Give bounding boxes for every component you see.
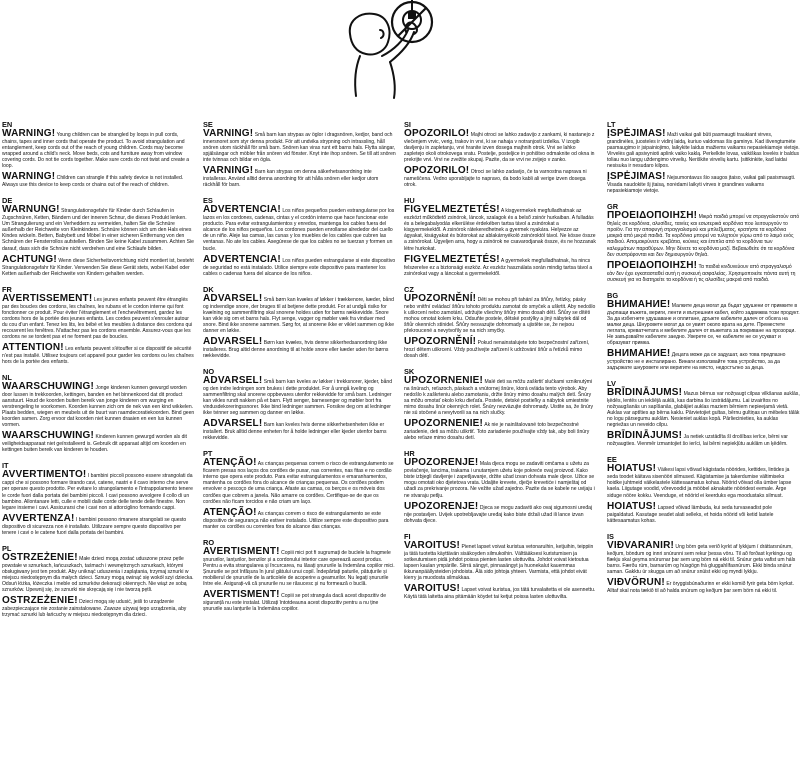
warning-paragraph [607,388,800,428]
warning-text: Lapset voivat kuristua, jos tätä turvalaitetta ei ole asennettu. Käytä tätä laitetta aina pitämään köydet tai ketjut poissa lasten ulottuvilta. [404,586,596,600]
warning-keyword: WARNING! [2,128,56,139]
warning-paragraph [203,255,396,277]
warning-text: Małe dzieci mogą zostać uduszone przez pętle powstałe w sznurkach, łańcuszkach, taśmach i wewnętrznych sznurkach, którymi obsługiwany jest ten produkt. Aby uniknąć uduszenia i zaplątania, trzymaj sznurki w miejscu niedostępnym dla małych dzieci. Sznury mogą owinąć się wokół szyi dziecka. Odsuń łóżka, łóżeczka i meble od sznurków dekoracji okiennych. Nie wiąż ze sobą sznurków. Upewnij się, że sznurki nie skręcają się i nie tworzą pętli. [2,555,194,593]
warning-paragraph [607,300,800,346]
warning-keyword: UPOZORNĚNÍ! [404,292,477,304]
warning-text: Djeca se mogu zadaviti ako ovaj sigurnosni uređaj nije postavljen. Uvijek upotrebljavajte uređaj kako biste držali užad ili lance izvan dohvata djece. [404,504,593,524]
warning-paragraph [203,337,396,359]
language-code: HU [404,196,415,206]
warning-text: Er öryggisbúnaðurinn er ekki komið fyrir geta börn kyrkst. Alltaf skal nota tækið til að halda snúrum og keðjum þar sem börn ná ekki til. [607,580,794,594]
language-section-lv [607,380,800,447]
warning-paragraph [203,547,396,587]
language-section-cz [404,286,597,359]
warning-text: Young children can be strangled by loops in pull cords, chains, tapes and inner cords that operate the product. To avoid strangulation and entanglement, keep cords out of the reach of young children. Cords may become wrapped around a child's neck. Move beds, cots and furniture away from window covering cords. Do not tie cords together. Make sure cords do not twist and create a loop. [2,132,190,170]
warning-paragraph [404,294,597,334]
warning-text: Mala djeca mogu se zadaviti omčama u užetu za povlačenje, lancima, trakama i unutarnjem užetu koje pokreće ovaj proizvod. Kako biste izbjegli davljenje i zapetljavanje, držite užad izvan dohvata male djece. Užice se mogu omotati oko djetetova vrata. Udaljite krevete, dječje krevetiće i namještaj od užadi za prekrivanje prozora. Ne vežite užad zajedno. Pazite da se kabele ne uvijaju i ne stvaraju petlju. [404,461,595,499]
language-section-bg [607,292,800,371]
warning-text: Ak nie je nainštalované toto bezpečnostné zariadenie, deti sa môžu uškrtiť. Toto zariadenie používajte vždy tak, aby boli šnúry alebo reťaze mimo dosahu detí. [404,422,590,442]
warning-column-4 [607,121,800,757]
language-section-dk [203,286,396,359]
warning-paragraph [203,376,396,416]
warning-paragraph [2,470,195,510]
warning-keyword: WAARSCHUWING! [2,430,95,442]
warning-keyword: HOIATUS! [607,463,657,475]
warning-text: Μικρά παιδιά μπορεί να στραγγαλιστούν από θηλιές σε κορδόνια, αλυσίδες, ταινίες και εσωτερικά κορδόνια που λειτουργούν το προϊόν. Για την αποφυγή στραγγαλισμού και μπλεξίματος, κρατήστε τα κορδόνια μακριά από μικρά παιδιά. Τα κορδόνια μπορεί να τυλιχτούν γύρω από το λαιμό ενός παιδιού. Απομακρύνετε κρεβάτια, κούνιες και έπιπλα από τα κορδόνια των καλυμμάτων παραθύρων. Μην δένετε τα κορδόνια μαζί. Βεβαιωθείτε ότι τα κορδόνια δεν συστρέφονται και δεν δημιουργούν θηλιά. [607,214,800,258]
warning-keyword: VARNING! [203,128,254,139]
language-code: IS [607,531,614,541]
warning-paragraph [2,382,195,428]
warning-paragraph [607,172,800,194]
warning-text: As crianças correm o risco de estrangulamento se este dispositivo de segurança não estiver instalado. Utilize sempre este dispositivo para manter os cordões ou correntes fora do alcance das crianças. [203,510,389,530]
language-section-lt [607,121,800,194]
warning-paragraph [2,553,195,593]
warning-paragraph [203,294,396,334]
warning-paragraph [203,458,396,504]
warning-text: Децата може да се задушат, ако това предпазно устройство не е инсталирано. Винаги използвайте това устройство, за да задържате шнуровете или веригите на място, недостъпно за деца. [607,351,786,372]
language-code: GR [607,202,619,212]
warning-keyword: VIÐVARANIR! [607,539,675,551]
warning-keyword: ATTENTION! [2,341,64,353]
warning-keyword: AVERTISMENT! [203,545,280,557]
language-code: NO [203,366,215,376]
language-section-ro [203,539,396,612]
warning-keyword: AVVERTIMENTO! [2,469,87,481]
warning-keyword: WARNUNG! [2,204,60,216]
language-section-de [2,197,195,276]
warning-text: I bambini possono rimanere strangolati se questo dispositivo di sicurezza non è installato. Utilizzare sempre questo dispositivo per tenere i cavi o le catene fuori dalla portata dei bambini. [2,516,187,536]
warning-keyword: ADVARSEL! [203,292,263,304]
warning-keyword: VARNING! [203,165,254,177]
warning-keyword: AVVERTENZA! [2,512,75,524]
warning-text: Maži vaikai gali būti pasmaugti traukiant virves, grandinėles, juosteles ir vidinį laidą, kuriuo valdomas šis gaminys. Kad išvengtumėte pasmaugimo ir įsipainiojimo, laikykite laidus mažiems vaikams nepasiekiamoje vietoje. Virvelės gali apsivynioti aplink vaiko kaklą. Perkelkite lovas, vaikiškas lovelės ir baldus toliau nuo langų uždengimo virvelių. Neriškite virvelių kartu. Įsitikinkite, kad laidai nesisuka ir nesudaro kilpos. [607,132,800,170]
warning-keyword: AVERTISSEMENT! [2,292,93,304]
language-section-ee [607,456,800,523]
language-code: NL [2,373,12,383]
warning-text: Ung börn geta verið kyrkt af lykkjum í dráttarsnúrum, keðjum, böndum og innri snúrunni sem rekur þessa vöru. Til að forðast kyrkingu og flækju skal geyma snúrurnar þar sem ung börn ná ekki til. Snúrur geta vafist um háls barns. Færðu rúm, barnarúm og húsgögn frá gluggahlífasnúrum. Ekki binda snúrur saman. Gakktu úr skugga um að snúrur snúist ekki og myndi lykkju. [607,543,796,575]
warning-text: Les enfants peuvent s'étouffer si ce dispositif de sécurité n'est pas installé. Utilisez toujours cet appareil pour garder les cordons ou les chaînes hors de la portée des enfants. [2,345,194,365]
warning-keyword: HOIATUS! [607,500,657,512]
language-code: IT [2,461,9,471]
language-code: CZ [404,284,414,294]
warning-keyword: FIGYELMEZTETÉS! [404,253,500,265]
warning-text: Lapsed võivad lämbuda, kui seda turvaseadist pole paigaldatud. Kasutage seadet alati selleks, et hoida nöörid või ketid lastele kättesaamatus kohas. [607,504,774,524]
language-code: HR [404,449,415,459]
warning-text: Majhi otroci se lahko zadavijo z zankami, ki nastanejo z vlečenjem vrvic, verig, trakov in vrvi, ki se nahaja v notranjosti izdelka. V izogib davljenju in zapletanju, vrvi hranite izven dosega majhnih otrok. Vrvi se lahko zapletejo okoli otrokovega vratu. Postelje, posteljice in pohištvo odmaknite od okna in prekrijte vrvi. Vrvi ne zvežite skupaj. Pazite, da se vrvi ne zvijejo v zanko. [404,132,595,164]
language-section-fi [404,533,597,600]
language-code: EE [607,455,617,465]
warning-keyword: UPOZORENJE! [404,457,479,469]
language-code: DE [2,196,13,206]
warning-paragraph [2,596,195,618]
warning-paragraph [2,172,195,188]
warning-paragraph [404,458,597,498]
warning-keyword: ATENÇÃO! [203,506,257,518]
language-code: SK [404,366,415,376]
warning-column-3 [404,121,597,757]
warning-text: Les jeunes enfants peuvent être étranglés par des boucles des cordons, les chaînes, les rubans et le cordon interne qui font fonctionner ce produit. Pour éviter l'étranglement et l'enchevêtrement, gardez les cordons hors de la portée des jeunes enfants. Les cordes peuvent s'enrouler autour du cou d'un enfant. Tenez les lits, les bébé et les meubles à distance des cordons qui recouvrent les fenêtres. N'attachez pas les cordons ensemble. Assurez-vous que les cordons ne se tordent pas et ne forment pas de boucles. [2,296,193,340]
warning-text: Los niños pequeños pueden estrangularse por los lazos en los cordones, cadenas, cintas y el cordón interno que hace funcionar este producto. Para evitar estrangulamientos y enredos, mantenga los cables fuera del alcance de los niños pequeños. Los cordones pueden enrollarse alrededor del cuello de un niño. Aleje las camas, las cunas y los muebles de los cables que cubren las ventanas. No ate los cables. Asegúrese de que los cables no se tuerzan y formen un bucle. [203,208,395,252]
warning-paragraph [607,261,800,283]
warning-text: Jonge kinderen kunnen gewurgd worden door lussen in trekkoorden, kettingen, banden en het binnenkoord dat dit product aanstuurt. Houd de koorden buiten bereik van jonge kinderen om wurging en verstrengeling te voorkomen. Koorden kunnen zich om de nek van een kind wikkelen. Plaats bedden, wiegen en meubels uit de buurt van raamdecoratiekoorden. Bind geen koorden samen. Zorg ervoor dat koorden niet kunnen draaien en een lus kunnen vormen. [2,385,195,429]
warning-paragraph [404,376,597,416]
warning-paragraph [2,514,195,536]
warning-keyword: UPOZORENJE! [404,500,479,512]
warning-text: Små børn kan kvæles af løkker i trækkenore, kæder, bånd og indvendige snore, der bruges til at betjene dette produkt. For at undgå risiko for kvælning og sammenfiltring skal snorene holdes uden for børns rækkevidde. Snore kan vikle sig om et barns hals. Flyt senge, vugger og møbler væk fra vinduer med snore. Bind ikke snorene sammen. Sørg for, at snorene ikke er viklet sammen og ikke danner en løkke. [203,296,395,334]
warning-paragraph [404,255,597,277]
language-section-fr [2,286,195,365]
warning-paragraph [607,349,800,371]
warning-text: Ja netiek uzstādīta šī drošības ierīce, bērni var nožņaugties. Vienmēr izmantojiet šo ierīci, lai bērni nepiekļūtu auklām un ķēdēm. [607,434,788,448]
warning-text: Otroci se lahko zadavijo, če ta varnostna naprava ni nameščena. Vedno uporabljajte to napravo, da bodo kabli ali verige izven dosega otrok. [404,169,587,189]
warning-keyword: VAROITUS! [404,582,461,594]
language-code: BG [607,290,619,300]
warning-paragraph [404,419,597,441]
warning-keyword: ΠΡΟΕΙΔΟΠΟΙΗΣΗ! [607,259,698,271]
warning-keyword: ВНИМАНИЕ! [607,298,671,310]
warning-paragraph [607,502,800,524]
language-code: EN [2,121,13,129]
language-code: RO [203,537,215,547]
warning-text: Wenn diese Sicherheitsvorrichtung nicht montiert ist, besteht Strangulationsgefahr für Kinder. Verwenden Sie diese Gerät stets, wobei Kabel oder Ketten außerhalb der Reichweite von Kindern gehalten werden. [2,257,194,277]
language-section-it [2,462,195,535]
language-code: SE [203,121,213,129]
warning-paragraph [404,541,597,581]
warning-paragraph [404,337,597,359]
warning-keyword: OPOZORILO! [404,128,470,139]
warning-paragraph [203,419,396,441]
warning-paragraph [607,464,800,498]
warning-paragraph [2,255,195,277]
warning-keyword: ĮSPĖJIMAS! [607,171,666,183]
language-section-gr [607,203,800,282]
warning-keyword: ĮSPĖJIMAS! [607,128,666,139]
language-code: PT [203,449,213,459]
warning-paragraph [607,541,800,575]
language-section-sk [404,368,597,441]
warning-keyword: UPOZORNĚNÍ! [404,335,477,347]
warning-text: Børn kan kvæles, hvis denne sikkerhedsanordning ikke installeres. Brug altid denne anordning til at holde snore eller kæder uden for børns rækkevidde. [203,339,389,359]
language-code: LV [607,379,616,389]
warning-keyword: ADVERTENCIA! [203,253,281,265]
warning-keyword: OSTRZEŻENIE! [2,551,78,563]
warning-column-1 [2,121,195,757]
warning-paragraph [607,578,800,594]
warning-text: Pokud nenainstalujete toto bezpečnostní zařízení, hrozí dětem uškrcení. Vždy používejte zařízení k udržování šňůr a řetízků mimo dosah dětí. [404,339,590,359]
language-code: ES [203,196,213,206]
warning-keyword: AVERTISMENT! [203,588,280,600]
language-section-pl [2,545,195,618]
language-section-hr [404,450,597,523]
warning-paragraph [404,166,597,188]
warning-paragraph [2,343,195,365]
warning-paragraph [404,129,597,163]
warning-keyword: ВНИМАНИЕ! [607,347,671,359]
warning-text: Copiii se pot strangula dacă acest dispozitiv de siguranță nu este instalat. Utilizați întotdeauna acest dispozitiv pentru a nu ține șnururile sau lanțurile la îndemâna copiilor. [203,592,386,612]
language-section-se [203,121,396,188]
warning-paragraph [404,584,597,600]
warning-text: Pienet lapset voivat kuristua vetonaruihin, ketjuihin, teippiin ja tätä tuotetta käyttävän sisäkoyden silmukoihin. Välttääksesi kuristumisen ja sotkeutumisen pidä johdot poissa pienten lasten ulottuvilta. Johdot voivat kietoutua lapsen kaulan ympärille. Siirrä sängyt, pinnasängyt ja huonekalut kauemmas ikkunanpäällysteiden johdoista. Älä sido johtoja yhteen. Varmista, että johdot eivät kierry ja muodosta silmukkaa. [404,543,594,581]
warning-text: Strangulationsgefahr für Kinder durch Schlaufen in Zugschnüren, Ketten, Bändern und der inneren Schnur, die dieses Produkt lenken. Um Strangulierung und ein Verheddern zu vermeiden, halten Sie die Schnüre außerhalb der Reichweite von Kleinkindern. Schnüre können sich um den Hals eines Kindes wickeln. Betten, Babybett und Möbel in einer sicheren Entfernung von den Schnüren der Fensterrollos aufstellen. Binden Sie keine Kabel zusammen. Achten Sie darauf, dass sich die Schnüre nicht verdrehen und eine Schlaufe bilden. [2,208,194,252]
warning-text: Děti se mohou při tahání za šňůry, řetízky, pásky nebo vnitřní ovládací šňůru tohoto produktu zamotat do smyček a uškrtit. Aby nedošlo k uškrcení nebo zamotání, udržujte všechny šňůry mimo dosah dětí. Šňůry se dítěti mohou omotat kolem krku. Odsuňte postele, dětské postýlky a jiný nábytek dál od šňůr okenních stínidel. Šňůry nesvazujte dohromady a ujistěte se, že nejsou překroucené a nevytvořily se na nich smyčky. [404,296,596,334]
language-section-nl [2,374,195,453]
warning-keyword: OPOZORILO! [404,165,470,177]
warning-text: Copiii mici pot fi sugrumați de buclele la fragmele șnururilor, lanțurilor, benzilor și a cordonului interior care operează acest produs. Pentru a evita strangularea și încurcarea, nu lăsați șnururile la îndemâna copiilor mici. Șnururile se pot înfășura în jurul gâtului unui copil. Îndepărtați paturile, pătuțurile și mobilierul de șnururile de la articolele de acoperire a geamurilor. Nu legați șnururile între ele. Asigurați-vă că șnururile nu se răsucesc și nu formează o buclă. [203,549,395,587]
warning-paragraph [607,129,800,169]
warning-keyword: ATENÇÃO! [203,457,257,469]
warning-keyword: ΠΡΟΕΙΔΟΠΟΙΗΣΗ! [607,210,698,222]
warning-keyword: BRĪDINĀJUMS! [607,430,683,442]
warning-keyword: ADVARSEL! [203,335,263,347]
warning-text: Малките деца могат да бъдат удушени от примките в дърпащи въжета, вериги, ленти и вътрешния кабел, който задвижва този продукт. За да избегнете удушаване и оплитане, дръжте кабелите далеч от обсега на малки деца. Шнуровете могат да се увият около врата на дете. Преместете леглата, креватчетата и мебелите далеч от въжетата за покриване на прозорци. Не завързвайте кабелите заедно. Уверете се, че кабелите не се усукват и образуват примка. [607,302,800,346]
warning-paragraph [2,431,195,453]
warning-text: Små barn kan strypas av öglor i dragsnören, kedjor, band och innersnoret som styr denna produkt. För att undvika strypning och intrassling, håll snören utom räckhåll för små barn. Snören kan viras runt ett barns hals. Flytta sängar, spjälsängar och möbler från snören vid fönster. Knyt inte ihop snören. Se till att snören inte tvinnas och bildar en ögla. [203,132,396,164]
warning-text: Barn kan kveles hvis denne sikkerhetsenheten ikke er installert. Bruk alltid denne enheten for å holde ledninger eller kjeder utenfor barns rekkevidde. [203,422,387,442]
warning-paragraph [203,205,396,251]
warning-text: Små barn kan kveles av løkker i trekksnorer, kjeder, bånd og den indre ledningen som brukes i dette produktet. For å unngå kveling og sammenfiltring skal snorene oppbevares utenfor rekkevidde for små barn. Ledninger kan vikles rundt nakken på et barn. Flytt senger, barnesenger og møbler bort fra vindusdekoreringssnorer. Ikke bind ledninger sammen. Forsikre deg om at ledninger ikke tvinner seg sammen og danner en løkke. [203,378,393,417]
warning-keyword: VIÐVÖRUN! [607,576,665,588]
warning-paragraph [203,508,396,530]
warning-paragraph [203,590,396,612]
warning-text: A gyermekek megfulladhatnak, ha nincs felszerelve ez a biztonsági eszköz. Az eszköz használata során mindig tartsa távol a zsinórokat vagy a láncokat a gyermekektől. [404,257,593,277]
warning-paragraph [203,129,396,163]
warning-text: Dzieci mogą się udusić, jeśli to urządzenie zabezpieczające nie zostanie zainstalowane. Zawsze używaj tego urządzenia, aby trzymać sznurki lub łańcuchy w miejscu niedostępnym dla dzieci. [2,598,187,619]
warning-text: Neįsumontavus šio saugos įtaiso, vaikai gali pasismaugti. Visada naudokite šį įtaisą, norėdami laikyti virves ir grandines vaikams nepasiekiamoje vietoje. [607,175,796,195]
warning-paragraph [2,129,195,169]
warning-keyword: ADVARSEL! [203,418,263,430]
language-section-pt [203,450,396,529]
language-section-no [203,368,396,441]
language-section-en [2,121,195,188]
warning-keyword: OSTRZEŻENIE! [2,594,78,606]
warning-paragraph [2,294,195,340]
language-section-si [404,121,597,188]
language-section-es [203,197,396,276]
warning-text: Los niños pueden estrangularse si este dispositivo de seguridad no está instalado. Utilice siempre este dispositivo para mantener los cables o cadenas fuera del alcance de los niños. [203,257,396,277]
language-code: LT [607,121,616,129]
warning-text: As crianças pequenas correm o risco de estrangulamento se ficarem presas nos laços dos cordões de puxar, nas correntes, nas fitas e no cordão interno que opera este produto. Para evitar estrangulamentos e emaranhamentos, mantenha os cordões fora do alcance de crianças pequenas. Os cordões podem envolver o pescoço de uma criança. Afaste as camas, os berços e os móveis dos cordões que cobrem a janela. Não amarre os cordões. Certifique-se de que os cordões não ficam torcidos e não criam um laço. [203,461,394,505]
warning-text: Children can strangle if this safety device is not installed. Always use this device to keep cords or chains out of the reach of children. [2,175,184,189]
warning-keyword: BRĪDINĀJUMS! [607,387,683,399]
warning-keyword: UPOZORNENIE! [404,374,484,386]
warning-keyword: FIGYELMEZTETÉS! [404,204,500,216]
language-section-hu [404,197,597,276]
warning-keyword: UPOZORNENIE! [404,418,484,430]
language-code: FR [2,284,12,294]
child-reaching-cord-illustration [338,0,458,112]
warning-text: A kisgyermekek megfulladhatnak az eszközt működtető zsinórok, láncok, szalagok és a belső zsinór hurkaiban. A fulladás és a belegabalyodás elkerülése érdekében tartsa távol a zsinórokat a kisgyermekektől. A zsinórok rátekeredhetnek a gyermek nyakára. Helyezze az ágyakat, kiságyakat és bútorokat az ablakárnyékoló zsinóroktól távol. Ne kösse össze a zsinórokat. Ügyeljen arra, hogy a zsinórok ne csavarodjanak össze, és ne hozzanak létre hurkokat. [404,208,596,252]
warning-text: Mazus bērnus var nožņaugt cilpas vilkšanas auklās, ķēdēs, lentēs un iekšējā auklā, kas darbina šo izstrādājumu. Lai izvairītos no nožņaugšanās un sapīšanās, glabājiet auklas maziem bērniem nepieejamā vietā. Auklas var aptīties ap bērna kaklu. Pārvietojiet gultas, bērnu gultiņas un mēbeles tālāk no logu pārsegumu auklām. Nesieniet auklas kopā. Pārliecinieties, ka auklas negriežas un neveido cilpu. [607,391,800,429]
warning-text: I bambini piccoli possono essere strangolati da cappi che si possono formare tirando cavi, catene, nastri e il cavo interno che serve per operare questo prodotto. Per evitare lo strangolamento e l'intrappolamento tenere le corde fuori dalla portata dei bambini piccoli. I cavi possono avvolgere il collo di un bambino. Allontanare letti, culle e mobili dalle corde delle tende delle finestre. Non legare insieme i cavi. Assicurarsi che i cavi non si attorciglino formando cappi. [2,473,193,511]
warning-keyword: WARNING! [2,171,56,183]
warning-text: Väikesi lapsi võivad kägistada nöörides, kettides, lintides ja seda toodet käitava sisenööri silmused. Kägistamise ja takerdumise vältimiseks hoidke juhtmeid väikelastele kättesaamatus kohas. Nöörid võivad olla ümber lapse kaela. Liigutage voodid, võrevoodid ja mööbel aknakatte nööridest eemale. Ärge siduge nööre kokku. Veenduge, et nöörid ei keerduks ega moodustaks silmust. [607,467,792,499]
warning-keyword: WAARSCHUWING! [2,381,95,393]
warning-paragraph [404,205,597,251]
language-code: DK [203,284,214,294]
language-section-is [607,533,800,594]
warning-text: Barn kan strypas om denna säkerhetsanordning inte installeras. Använd alltid denna anordning för att hålla snören eller kedjor utom räckhåll för barn. [203,169,379,189]
warning-keyword: ADVARSEL! [203,374,263,386]
warning-paragraph [203,166,396,188]
warning-paragraph [404,502,597,524]
warning-paragraph [2,205,195,251]
warning-keyword: VAROITUS! [404,539,461,551]
warning-text: Malé deti sa môžu zaškrtiť slučkami vzniknutými na šnúrach, reťazoch, páskach a vnútornej šnúre, ktorá ovláda tento výrobok. Aby nedošlo k zaškrteniu alebo zamotaniu, držte šnúry mimo dosahu malých detí. Šnúry sa môžu omotať okolo krku dieťaťa. Postele, detské postieľky a nábytok umiestnite mimo dosahu šnúr okenných rolet. Šnúry nezväzujte dohromady. Uistite sa, že šnúry nie sú stočené a nevytvorili sa na nich slučky. [404,378,593,417]
language-code: FI [404,531,411,541]
warning-keyword: ACHTUNG! [2,253,57,265]
warning-paragraph [607,211,800,257]
language-code: PL [2,543,12,553]
warning-column-2 [203,121,396,757]
warning-text: Τα παιδιά κινδυνεύουν από στραγγαλισμό εάν δεν έχει εγκατασταθεί αυτή η συσκευή ασφαλείας. Χρησιμοποιείτε πάντα αυτή τη συσκευή για να διατηρείτε τα κορδόνια ή τις αλυσίδες μακριά από παιδιά. [607,263,796,283]
warning-text: Kinderen kunnen gewurgd worden als dit veiligheidsapparaat niet geïnstalleerd is. Gebruik dit apparaat altijd om koorden en kettingen buiten bereik van kinderen te houden. [2,434,187,454]
warning-keyword: ADVERTENCIA! [203,204,281,216]
language-code: SI [404,121,411,129]
warning-paragraph [607,431,800,447]
